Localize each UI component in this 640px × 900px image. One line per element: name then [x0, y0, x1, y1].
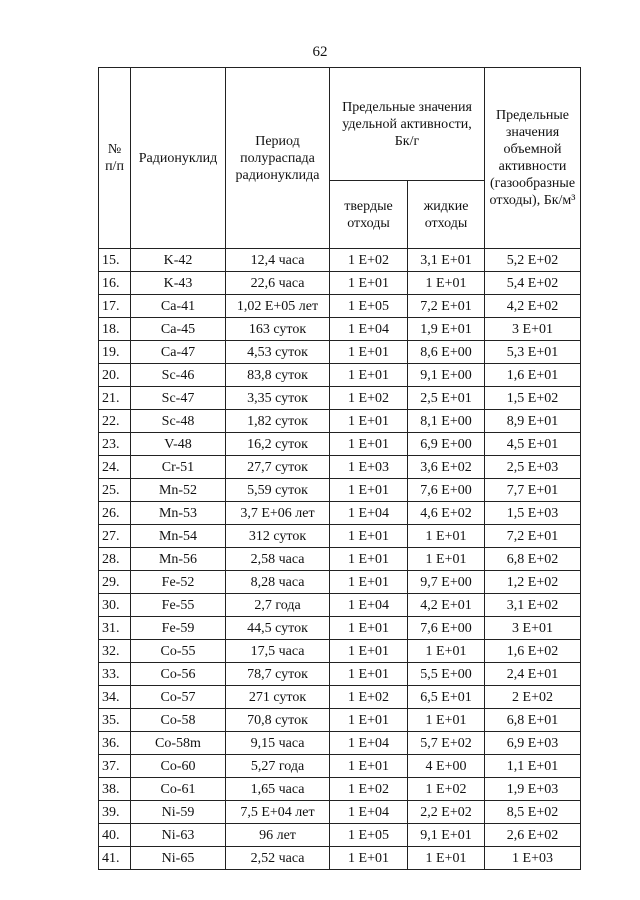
radionuclide-cell: Mn-54: [131, 525, 226, 548]
half-life-cell: 4,53 суток: [226, 341, 330, 364]
solid-waste-cell: 1 E+01: [330, 341, 408, 364]
liquid-waste-cell: 9,1 E+00: [408, 364, 485, 387]
gas-waste-cell: 7,2 E+01: [485, 525, 581, 548]
row-number: 26.: [99, 502, 131, 525]
solid-waste-cell: 1 E+01: [330, 433, 408, 456]
gas-waste-cell: 6,9 E+03: [485, 732, 581, 755]
gas-waste-cell: 7,7 E+01: [485, 479, 581, 502]
radionuclide-cell: Fe-55: [131, 594, 226, 617]
liquid-waste-cell: 5,5 E+00: [408, 663, 485, 686]
gas-waste-cell: 2,5 E+03: [485, 456, 581, 479]
liquid-waste-cell: 2,5 E+01: [408, 387, 485, 410]
table-row: [99, 732, 581, 755]
solid-waste-cell: 1 E+04: [330, 594, 408, 617]
solid-waste-cell: 1 E+04: [330, 318, 408, 341]
half-life-cell: 22,6 часа: [226, 272, 330, 295]
half-life-cell: 9,15 часа: [226, 732, 330, 755]
radionuclide-cell: Fe-52: [131, 571, 226, 594]
solid-waste-cell: 1 E+04: [330, 801, 408, 824]
gas-waste-cell: 4,5 E+01: [485, 433, 581, 456]
table-row: [99, 686, 581, 709]
table-row: [99, 778, 581, 801]
table-row: [99, 847, 581, 870]
gas-waste-cell: 5,2 E+02: [485, 249, 581, 272]
half-life-cell: 12,4 часа: [226, 249, 330, 272]
solid-waste-cell: 1 E+05: [330, 824, 408, 847]
table-row: [99, 801, 581, 824]
radionuclide-cell: Co-58m: [131, 732, 226, 755]
row-number: 40.: [99, 824, 131, 847]
half-life-cell: 1,82 суток: [226, 410, 330, 433]
row-number: 21.: [99, 387, 131, 410]
table-row: [99, 548, 581, 571]
row-number: 39.: [99, 801, 131, 824]
gas-waste-cell: 1,5 E+03: [485, 502, 581, 525]
header-solid-waste: твердые отходы: [330, 181, 408, 249]
solid-waste-cell: 1 E+02: [330, 686, 408, 709]
liquid-waste-cell: 7,6 E+00: [408, 479, 485, 502]
half-life-cell: 1,65 часа: [226, 778, 330, 801]
row-number: 33.: [99, 663, 131, 686]
gas-waste-cell: 2 E+02: [485, 686, 581, 709]
half-life-cell: 27,7 суток: [226, 456, 330, 479]
gas-waste-cell: 6,8 E+01: [485, 709, 581, 732]
page-number: 62: [312, 44, 328, 60]
liquid-waste-cell: 2,2 E+02: [408, 801, 485, 824]
gas-waste-cell: 1,6 E+01: [485, 364, 581, 387]
half-life-cell: 83,8 суток: [226, 364, 330, 387]
radionuclide-cell: Mn-52: [131, 479, 226, 502]
gas-waste-cell: 1 E+03: [485, 847, 581, 870]
liquid-waste-cell: 4,6 E+02: [408, 502, 485, 525]
solid-waste-cell: 1 E+01: [330, 479, 408, 502]
row-number: 19.: [99, 341, 131, 364]
gas-waste-cell: 8,5 E+02: [485, 801, 581, 824]
table-row: [99, 824, 581, 847]
solid-waste-cell: 1 E+01: [330, 571, 408, 594]
half-life-cell: 7,5 E+04 лет: [226, 801, 330, 824]
half-life-cell: 2,7 года: [226, 594, 330, 617]
row-number: 20.: [99, 364, 131, 387]
table-row: [99, 387, 581, 410]
table-row: [99, 479, 581, 502]
solid-waste-cell: 1 E+01: [330, 663, 408, 686]
half-life-cell: 96 лет: [226, 824, 330, 847]
row-number: 38.: [99, 778, 131, 801]
row-number: 16.: [99, 272, 131, 295]
row-number: 22.: [99, 410, 131, 433]
gas-waste-cell: 2,6 E+02: [485, 824, 581, 847]
header-specific-activity: Предельные значения удельной активности, Бк/г: [330, 68, 485, 181]
liquid-waste-cell: 1 E+02: [408, 778, 485, 801]
solid-waste-cell: 1 E+01: [330, 548, 408, 571]
liquid-waste-cell: 6,5 E+01: [408, 686, 485, 709]
half-life-cell: 78,7 суток: [226, 663, 330, 686]
liquid-waste-cell: 1 E+01: [408, 525, 485, 548]
liquid-waste-cell: 5,7 E+02: [408, 732, 485, 755]
solid-waste-cell: 1 E+01: [330, 755, 408, 778]
half-life-cell: 1,02 E+05 лет: [226, 295, 330, 318]
table-row: [99, 341, 581, 364]
row-number: 24.: [99, 456, 131, 479]
radionuclide-cell: Ni-65: [131, 847, 226, 870]
table-row: [99, 318, 581, 341]
liquid-waste-cell: 7,2 E+01: [408, 295, 485, 318]
table-row: [99, 272, 581, 295]
liquid-waste-cell: 6,9 E+00: [408, 433, 485, 456]
liquid-waste-cell: 1 E+01: [408, 548, 485, 571]
liquid-waste-cell: 4,2 E+01: [408, 594, 485, 617]
row-number: 35.: [99, 709, 131, 732]
solid-waste-cell: 1 E+01: [330, 410, 408, 433]
radionuclide-cell: Ca-45: [131, 318, 226, 341]
liquid-waste-cell: 3,1 E+01: [408, 249, 485, 272]
gas-waste-cell: 3 E+01: [485, 617, 581, 640]
row-number: 25.: [99, 479, 131, 502]
row-number: 23.: [99, 433, 131, 456]
liquid-waste-cell: 3,6 E+02: [408, 456, 485, 479]
table-row: [99, 433, 581, 456]
table-row: [99, 571, 581, 594]
solid-waste-cell: 1 E+01: [330, 272, 408, 295]
header-half-life: Период полураспада радионуклида: [226, 68, 330, 249]
liquid-waste-cell: 1 E+01: [408, 709, 485, 732]
gas-waste-cell: 2,4 E+01: [485, 663, 581, 686]
half-life-cell: 2,58 часа: [226, 548, 330, 571]
radionuclide-table: [98, 67, 581, 870]
liquid-waste-cell: 1 E+01: [408, 847, 485, 870]
solid-waste-cell: 1 E+05: [330, 295, 408, 318]
radionuclide-cell: Cr-51: [131, 456, 226, 479]
radionuclide-cell: K-42: [131, 249, 226, 272]
liquid-waste-cell: 4 E+00: [408, 755, 485, 778]
radionuclide-cell: Co-61: [131, 778, 226, 801]
gas-waste-cell: 6,8 E+02: [485, 548, 581, 571]
table-row: [99, 709, 581, 732]
gas-waste-cell: 3,1 E+02: [485, 594, 581, 617]
row-number: 28.: [99, 548, 131, 571]
row-number: 15.: [99, 249, 131, 272]
liquid-waste-cell: 9,7 E+00: [408, 571, 485, 594]
solid-waste-cell: 1 E+04: [330, 732, 408, 755]
table-row: [99, 755, 581, 778]
radionuclide-cell: Co-58: [131, 709, 226, 732]
radionuclide-cell: Co-55: [131, 640, 226, 663]
table-row: [99, 249, 581, 272]
gas-waste-cell: 1,9 E+03: [485, 778, 581, 801]
row-number: 29.: [99, 571, 131, 594]
solid-waste-cell: 1 E+01: [330, 525, 408, 548]
radionuclide-cell: Ni-59: [131, 801, 226, 824]
liquid-waste-cell: 7,6 E+00: [408, 617, 485, 640]
row-number: 36.: [99, 732, 131, 755]
half-life-cell: 70,8 суток: [226, 709, 330, 732]
half-life-cell: 3,7 E+06 лет: [226, 502, 330, 525]
solid-waste-cell: 1 E+02: [330, 249, 408, 272]
liquid-waste-cell: 8,1 E+00: [408, 410, 485, 433]
row-number: 41.: [99, 847, 131, 870]
gas-waste-cell: 5,3 E+01: [485, 341, 581, 364]
half-life-cell: 2,52 часа: [226, 847, 330, 870]
gas-waste-cell: 4,2 E+02: [485, 295, 581, 318]
solid-waste-cell: 1 E+02: [330, 778, 408, 801]
table-row: [99, 364, 581, 387]
solid-waste-cell: 1 E+01: [330, 617, 408, 640]
gas-waste-cell: 5,4 E+02: [485, 272, 581, 295]
liquid-waste-cell: 8,6 E+00: [408, 341, 485, 364]
table-row: [99, 502, 581, 525]
table-row: [99, 594, 581, 617]
gas-waste-cell: 1,6 E+02: [485, 640, 581, 663]
half-life-cell: 16,2 суток: [226, 433, 330, 456]
solid-waste-cell: 1 E+03: [330, 456, 408, 479]
liquid-waste-cell: 1 E+01: [408, 640, 485, 663]
row-number: 37.: [99, 755, 131, 778]
radionuclide-cell: Sc-46: [131, 364, 226, 387]
gas-waste-cell: 1,5 E+02: [485, 387, 581, 410]
row-number: 31.: [99, 617, 131, 640]
liquid-waste-cell: 1 E+01: [408, 272, 485, 295]
table-row: [99, 617, 581, 640]
liquid-waste-cell: 1,9 E+01: [408, 318, 485, 341]
radionuclide-cell: Fe-59: [131, 617, 226, 640]
radionuclide-cell: V-48: [131, 433, 226, 456]
half-life-cell: 5,27 года: [226, 755, 330, 778]
solid-waste-cell: 1 E+02: [330, 387, 408, 410]
header-radionuclide: Радионуклид: [131, 68, 226, 249]
header-liquid-waste: жидкие отходы: [408, 181, 485, 249]
radionuclide-cell: Mn-56: [131, 548, 226, 571]
row-number: 18.: [99, 318, 131, 341]
radionuclide-cell: Ca-47: [131, 341, 226, 364]
gas-waste-cell: 1,1 E+01: [485, 755, 581, 778]
radionuclide-cell: Mn-53: [131, 502, 226, 525]
half-life-cell: 5,59 суток: [226, 479, 330, 502]
table-row: [99, 640, 581, 663]
solid-waste-cell: 1 E+01: [330, 640, 408, 663]
half-life-cell: 271 суток: [226, 686, 330, 709]
half-life-cell: 8,28 часа: [226, 571, 330, 594]
radionuclide-cell: Ca-41: [131, 295, 226, 318]
radionuclide-cell: Ni-63: [131, 824, 226, 847]
table-row: [99, 456, 581, 479]
gas-waste-cell: 1,2 E+02: [485, 571, 581, 594]
row-number: 30.: [99, 594, 131, 617]
table-row: [99, 525, 581, 548]
liquid-waste-cell: 9,1 E+01: [408, 824, 485, 847]
radionuclide-cell: Sc-48: [131, 410, 226, 433]
gas-waste-cell: 8,9 E+01: [485, 410, 581, 433]
row-number: 34.: [99, 686, 131, 709]
table-row: [99, 663, 581, 686]
row-number: 27.: [99, 525, 131, 548]
row-number: 17.: [99, 295, 131, 318]
radionuclide-cell: Co-56: [131, 663, 226, 686]
half-life-cell: 312 суток: [226, 525, 330, 548]
header-row-number: № п/п: [99, 68, 131, 249]
gas-waste-cell: 3 E+01: [485, 318, 581, 341]
table-row: [99, 295, 581, 318]
radionuclide-cell: Sc-47: [131, 387, 226, 410]
radionuclide-cell: Co-60: [131, 755, 226, 778]
radionuclide-cell: Co-57: [131, 686, 226, 709]
half-life-cell: 163 суток: [226, 318, 330, 341]
half-life-cell: 17,5 часа: [226, 640, 330, 663]
row-number: 32.: [99, 640, 131, 663]
radionuclide-cell: K-43: [131, 272, 226, 295]
solid-waste-cell: 1 E+01: [330, 709, 408, 732]
table-row: [99, 410, 581, 433]
solid-waste-cell: 1 E+04: [330, 502, 408, 525]
solid-waste-cell: 1 E+01: [330, 847, 408, 870]
half-life-cell: 3,35 суток: [226, 387, 330, 410]
half-life-cell: 44,5 суток: [226, 617, 330, 640]
solid-waste-cell: 1 E+01: [330, 364, 408, 387]
header-volumetric-activity: Предельные значения объемной активности (газообразные отходы), Бк/м³: [485, 68, 581, 249]
